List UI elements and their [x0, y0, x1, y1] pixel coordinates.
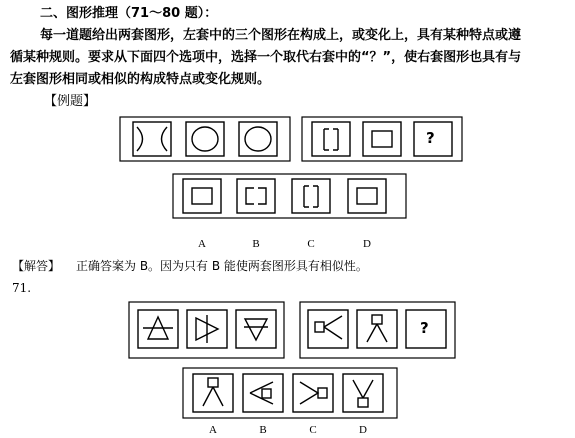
q71-right-figure-2 — [357, 310, 397, 348]
q71-option-label-c: C — [309, 424, 317, 436]
example-option-a-figure — [183, 179, 221, 213]
q71-left-figure-1 — [138, 310, 178, 348]
q71-right-set — [300, 302, 455, 358]
example-options-set — [173, 174, 406, 218]
example-option-c-figure — [292, 179, 330, 213]
q71-option-c-figure — [293, 374, 333, 412]
example-option-label-c: C — [307, 238, 315, 250]
q71-options-set — [183, 368, 397, 418]
q71-left-figure-2 — [187, 310, 227, 348]
example-right-set — [302, 117, 462, 161]
answer-label: 【解答】 — [12, 259, 61, 273]
example-right-figure-2 — [363, 122, 401, 156]
q71-option-label-d: D — [359, 424, 367, 436]
example-left-figure-1 — [133, 122, 171, 156]
example-left-set — [120, 117, 290, 161]
example-option-label-d: D — [363, 238, 371, 250]
instruction-line-2: 循某种规则。要求从下面四个选项中，选择一个取代右套中的“？”，使右套图形也具有与 — [10, 50, 522, 65]
example-label: 【例题】 — [44, 94, 97, 109]
q71-option-d-figure — [343, 374, 383, 412]
answer-text: 正确答案为 B。因为只有 B 能使两套图形具有相似性。 — [76, 259, 368, 273]
instruction-line-3: 左套图形相同或相似的构成特点或变化规则。 — [10, 72, 271, 87]
q71-option-b-figure — [243, 374, 283, 412]
example-option-label-a: A — [198, 238, 206, 250]
question-number: 71. — [12, 281, 32, 295]
q71-question-mark: ? — [420, 319, 429, 337]
section-title: 二、图形推理（71～80 题）： — [40, 6, 218, 21]
q71-option-label-a: A — [209, 424, 217, 436]
example-option-b-figure — [237, 179, 275, 213]
instruction-line-1: 每一道题给出两套图形，左套中的三个图形在构成上，或变化上，具有某种特点或遵 — [40, 28, 522, 43]
example-right-figure-1 — [312, 122, 350, 156]
example-question-mark: ? — [426, 129, 435, 147]
q71-left-set — [129, 302, 284, 358]
example-option-label-b: B — [252, 238, 260, 250]
example-left-figure-2 — [186, 122, 224, 156]
example-option-d-figure — [348, 179, 386, 213]
q71-option-a-figure — [193, 374, 233, 412]
q71-option-label-b: B — [259, 424, 267, 436]
q71-right-figure-1 — [308, 310, 348, 348]
example-left-figure-3 — [239, 122, 277, 156]
q71-left-figure-3 — [236, 310, 276, 348]
